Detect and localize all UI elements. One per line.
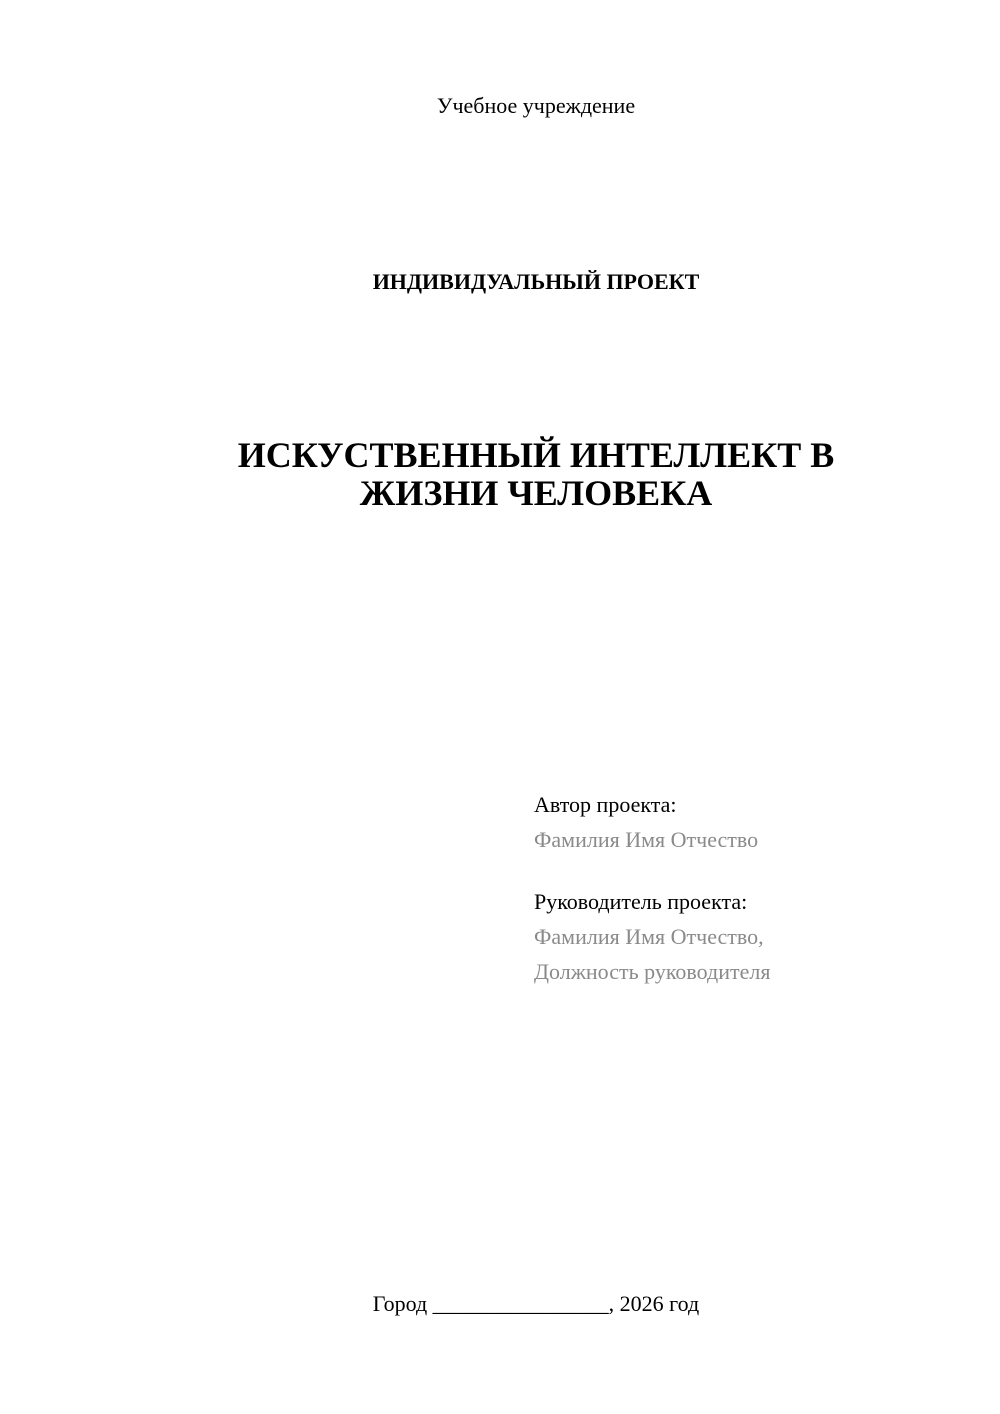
project-topic-line-1: ИСКУСТВЕННЫЙ ИНТЕЛЛЕКТ В: [237, 435, 835, 475]
supervisor-position: Должность руководителя: [534, 959, 771, 984]
project-topic: [120, 436, 952, 512]
city-year-line: Город ________________, 2026 год: [372, 1291, 700, 1316]
supervisor-label: Руководитель проекта:: [534, 889, 748, 914]
institution-name: Учебное учреждение: [436, 93, 636, 118]
author-name: Фамилия Имя Отчество: [534, 827, 759, 852]
author-label: Автор проекта:: [534, 792, 677, 817]
credits-block: [534, 787, 974, 989]
document-type: ИНДИВИДУАЛЬНЫЙ ПРОЕКТ: [372, 269, 700, 294]
supervisor-name: Фамилия Имя Отчество,: [534, 924, 764, 949]
project-topic-line-2: ЖИЗНИ ЧЕЛОВЕКА: [359, 473, 713, 513]
credits-spacer: [534, 857, 974, 884]
